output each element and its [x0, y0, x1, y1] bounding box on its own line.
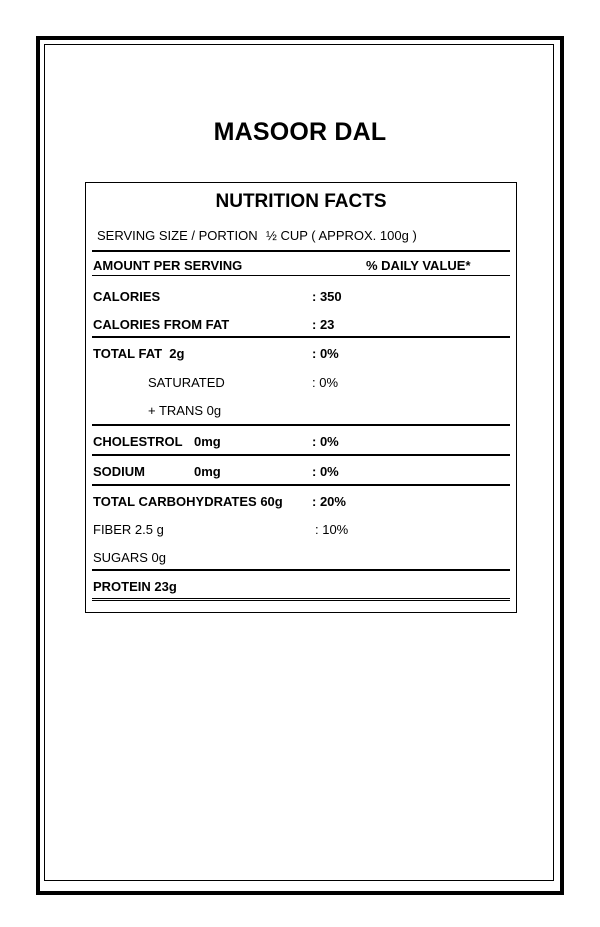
- fiber-label: FIBER 2.5 g: [93, 522, 164, 537]
- divider: [92, 484, 510, 486]
- cholestrol-value: : 0%: [312, 434, 339, 449]
- calories-value: : 350: [312, 289, 342, 304]
- amount-per-serving-header: AMOUNT PER SERVING: [93, 258, 243, 273]
- bottom-double-rule: [92, 598, 510, 601]
- saturated-fat-value: : 0%: [312, 375, 339, 390]
- product-title: MASOOR DAL: [213, 118, 387, 146]
- divider: [92, 250, 510, 252]
- daily-value-header: % DAILY VALUE*: [366, 258, 471, 273]
- saturated-fat-label: SATURATED: [148, 375, 225, 390]
- total-carbohydrates-value: : 20%: [312, 494, 346, 509]
- sodium-value: : 0%: [312, 464, 339, 479]
- divider: [92, 454, 510, 456]
- calories-from-fat-label: CALORIES FROM FAT: [93, 317, 230, 332]
- nutrition-facts-panel: [85, 182, 517, 613]
- serving-size-value: ½ CUP ( APPROX. 100g ): [266, 228, 417, 243]
- total-carbohydrates-label: TOTAL CARBOHYDRATES 60g: [93, 494, 283, 509]
- sodium-amount: 0mg: [194, 464, 221, 479]
- calories-from-fat-value: : 23: [312, 317, 335, 332]
- total-fat-label: TOTAL FAT 2g: [93, 346, 185, 361]
- sugars-label: SUGARS 0g: [93, 550, 166, 565]
- serving-size-label: SERVING SIZE / PORTION: [97, 228, 258, 243]
- divider: [92, 336, 510, 338]
- cholestrol-amount: 0mg: [194, 434, 221, 449]
- panel-title: NUTRITION FACTS: [215, 191, 387, 212]
- divider: [92, 424, 510, 426]
- total-fat-value: : 0%: [312, 346, 339, 361]
- divider: [92, 275, 510, 276]
- fiber-value: : 10%: [315, 522, 349, 537]
- protein-label: PROTEIN 23g: [93, 579, 177, 594]
- cholestrol-label: CHOLESTROL: [93, 434, 183, 449]
- calories-label: CALORIES: [93, 289, 161, 304]
- trans-fat-label: + TRANS 0g: [148, 403, 222, 418]
- divider: [92, 569, 510, 571]
- sodium-label: SODIUM: [93, 464, 145, 479]
